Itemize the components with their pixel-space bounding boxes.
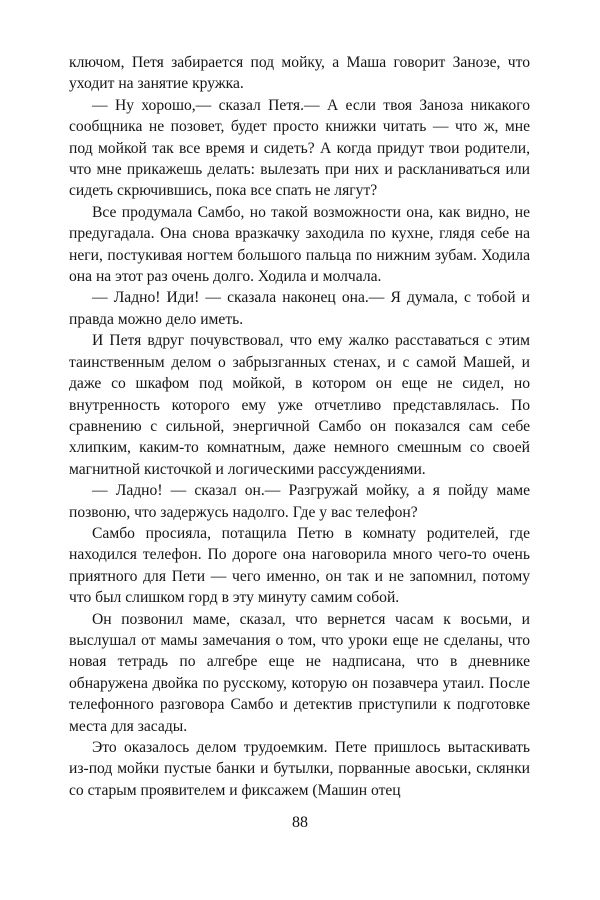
page-number: 88	[292, 814, 308, 831]
paragraph-6: — Ладно! — сказал он.— Разгружай мойку, а я пойду маме позвоню, что задержусь надолго. Где у вас телефон?	[69, 482, 530, 521]
paragraph-9: Это оказалось делом трудоемким. Пете пришлось вытаскивать из-под мойки пустые банки и бутылки, порванные авоськи, склянки со старым проявителем и фиксажем (Машин отец	[69, 739, 530, 799]
paragraph-1: ключом, Петя забирается под мойку, а Маша говорит Занозе, что уходит на занятие кружка.	[69, 54, 530, 93]
paragraph-8: Он позвонил маме, сказал, что вернется часам к восьми, и выслушал от мамы замечания о том, что уроки еще не сделаны, что новая тетрадь по алгебре еще не надписана, что в дневнике обнаружена двойка по русскому, которую он позавчера утаил. После телефонного разговора Самбо и детектив приступили к подготовке места для засады.	[69, 610, 530, 735]
paragraph-2: — Ну хорошо,— сказал Петя.— А если твоя Заноза никакого сообщника не позовет, будет просто книжки читать — что ж, мне под мойкой так все время и сидеть? А когда придут твои родители, что мне прикажешь делать: вылезать при них и раскланиваться или сидеть скрючившись, пока все спать не лягут?	[69, 96, 530, 200]
paragraph-7: Самбо просияла, потащила Петю в комнату родителей, где находился телефон. По дороге она наговорила много чего-то очень приятного для Пети — чего именно, он так и не запомнил, потому что был слишком горд в эту минуту самим собой.	[69, 524, 530, 607]
page-text	[69, 52, 530, 801]
paragraph-4: — Ладно! Иди! — сказала наконец она.— Я думала, с тобой и правда можно дело иметь.	[69, 289, 530, 328]
paragraph-5: И Петя вдруг почувствовал, что ему жалко расставаться с этим таинственным делом о забрызганных стенах, и с самой Машей, и даже со шкафом под мойкой, в котором он еще не сидел, но внутренность которого ему уже отчетливо представлялась. По сравнению с сильной, энергичной Самбо он показался сам себе хлипким, каким-то комнатным, даже немного смешным со своей магнитной кисточкой и логическими рассуждениями.	[69, 332, 530, 478]
paragraph-3: Все продумала Самбо, но такой возможности она, как видно, не предугадала. Она снова вразкачку заходила по кухне, глядя себе на неги, постукивая ногтем большого пальца по нижним зубам. Ходила она на этот раз очень долго. Ходила и молчала.	[69, 203, 530, 286]
